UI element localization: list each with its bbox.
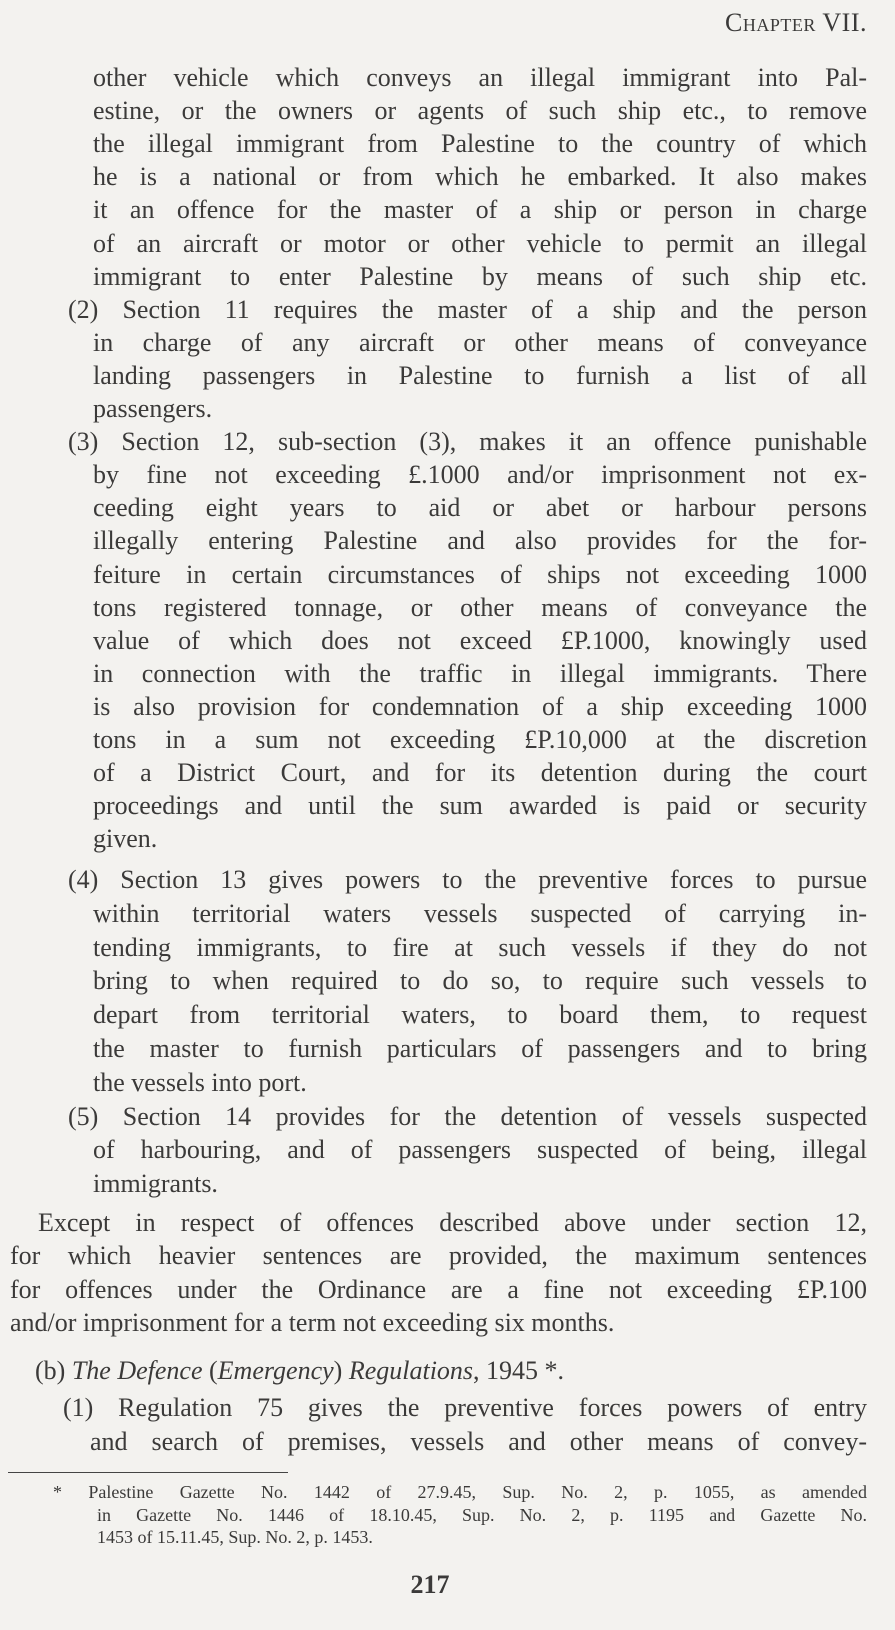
running-header-chapter: Chapter VII. xyxy=(725,8,867,37)
text-line: in connection with the traffic in illegal immigrants. There xyxy=(93,658,867,688)
text-line: the illegal immigrant from Palestine to the country of which xyxy=(93,129,867,159)
text-line: (5) Section 14 provides for the detention of vessels suspected xyxy=(68,1101,867,1131)
text-line: ceeding eight years to aid or abet or harbour persons xyxy=(93,493,867,523)
title-part: Regulations xyxy=(348,1356,474,1385)
text-line: depart from territorial waters, to board them, to request xyxy=(93,1000,867,1030)
title-part: The Defence xyxy=(71,1356,209,1385)
text-line: the master to furnish particulars of passengers and to bring xyxy=(93,1034,867,1063)
text-line: immigrant to enter Palestine by means of such ship etc. xyxy=(93,261,867,291)
text-line: of a District Court, and for its detention during the court xyxy=(93,758,867,788)
text-line: (3) Section 12, sub-section (3), makes it an offence punishable xyxy=(68,427,867,457)
title-part: Emergency xyxy=(217,1356,334,1385)
text-line: the vessels into port. xyxy=(93,1067,307,1097)
text-line: within territorial waters vessels suspected of carrying in- xyxy=(93,898,867,928)
text-line: for which heavier sentences are provided, the maximum sentences xyxy=(10,1241,867,1271)
text-line: illegally entering Palestine and also provides for the for- xyxy=(93,526,867,556)
text-line: feiture in certain circumstances of ships not exceeding 1000 xyxy=(93,559,867,589)
text-line: for offences under the Ordinance are a fine not exceeding £P.100 xyxy=(10,1274,867,1304)
text-line: he is a national or from which he embarked. It also makes xyxy=(93,162,867,192)
text-line: tons in a sum not exceeding £P.10,000 at the discretion xyxy=(93,725,867,754)
text-line: (2) Section 11 requires the master of a ship and the person xyxy=(68,294,867,324)
text-line: and/or imprisonment for a term not exceeding six months. xyxy=(10,1307,615,1337)
subsection-heading-b xyxy=(35,1354,564,1387)
paren: ( xyxy=(209,1356,218,1385)
subsection-label: (b) xyxy=(35,1356,72,1385)
text-line: given. xyxy=(93,824,158,854)
text-line: of an aircraft or motor or other vehicle to permit an illegal xyxy=(93,228,867,258)
paren: ) xyxy=(333,1356,349,1385)
text-line: by fine not exceeding £.1000 and/or imprisonment not ex- xyxy=(93,460,867,490)
title-suffix: , 1945 *. xyxy=(473,1356,565,1385)
text-line: it an offence for the master of a ship or person in charge xyxy=(93,195,867,225)
footnote-line: in Gazette No. 1446 of 18.10.45, Sup. No. 2, p. 1195 and Gazette No. xyxy=(97,1504,867,1525)
footnote-line: * Palestine Gazette No. 1442 of 27.9.45, Sup. No. 2, p. 1055, as amended xyxy=(53,1482,867,1502)
text-line: of harbouring, and of passengers suspected of being, illegal xyxy=(93,1135,867,1165)
footnote-line: 1453 of 15.11.45, Sup. No. 2, p. 1453. xyxy=(97,1527,373,1547)
text-line: is also provision for condemnation of a ship exceeding 1000 xyxy=(93,691,867,721)
text-line: value of which does not exceed £P.1000, knowingly used xyxy=(93,625,867,655)
page-number: 217 xyxy=(410,1570,450,1599)
text-line: landing passengers in Palestine to furnish a list of all xyxy=(93,360,867,390)
text-line: (1) Regulation 75 gives the preventive forces powers of entry xyxy=(63,1393,867,1422)
text-line: tending immigrants, to fire at such vessels if they do not xyxy=(93,932,867,962)
text-line: estine, or the owners or agents of such ship etc., to remove xyxy=(93,96,867,126)
text-line: proceedings and until the sum awarded is paid or security xyxy=(93,791,867,821)
text-line: other vehicle which conveys an illegal immigrant into Pal- xyxy=(93,63,867,92)
text-line: passengers. xyxy=(93,394,213,423)
text-line: immigrants. xyxy=(93,1169,218,1199)
text-line: (4) Section 13 gives powers to the preventive forces to pursue xyxy=(68,865,867,894)
text-line: tons registered tonnage, or other means of conveyance the xyxy=(93,592,867,622)
footnote-divider xyxy=(8,1472,288,1473)
text-line: bring to when required to do so, to require such vessels to xyxy=(93,966,867,996)
text-line: in charge of any aircraft or other means of conveyance xyxy=(93,327,867,357)
text-line: and search of premises, vessels and other means of convey- xyxy=(90,1427,867,1456)
text-line: Except in respect of offences described above under section 12, xyxy=(38,1208,867,1237)
